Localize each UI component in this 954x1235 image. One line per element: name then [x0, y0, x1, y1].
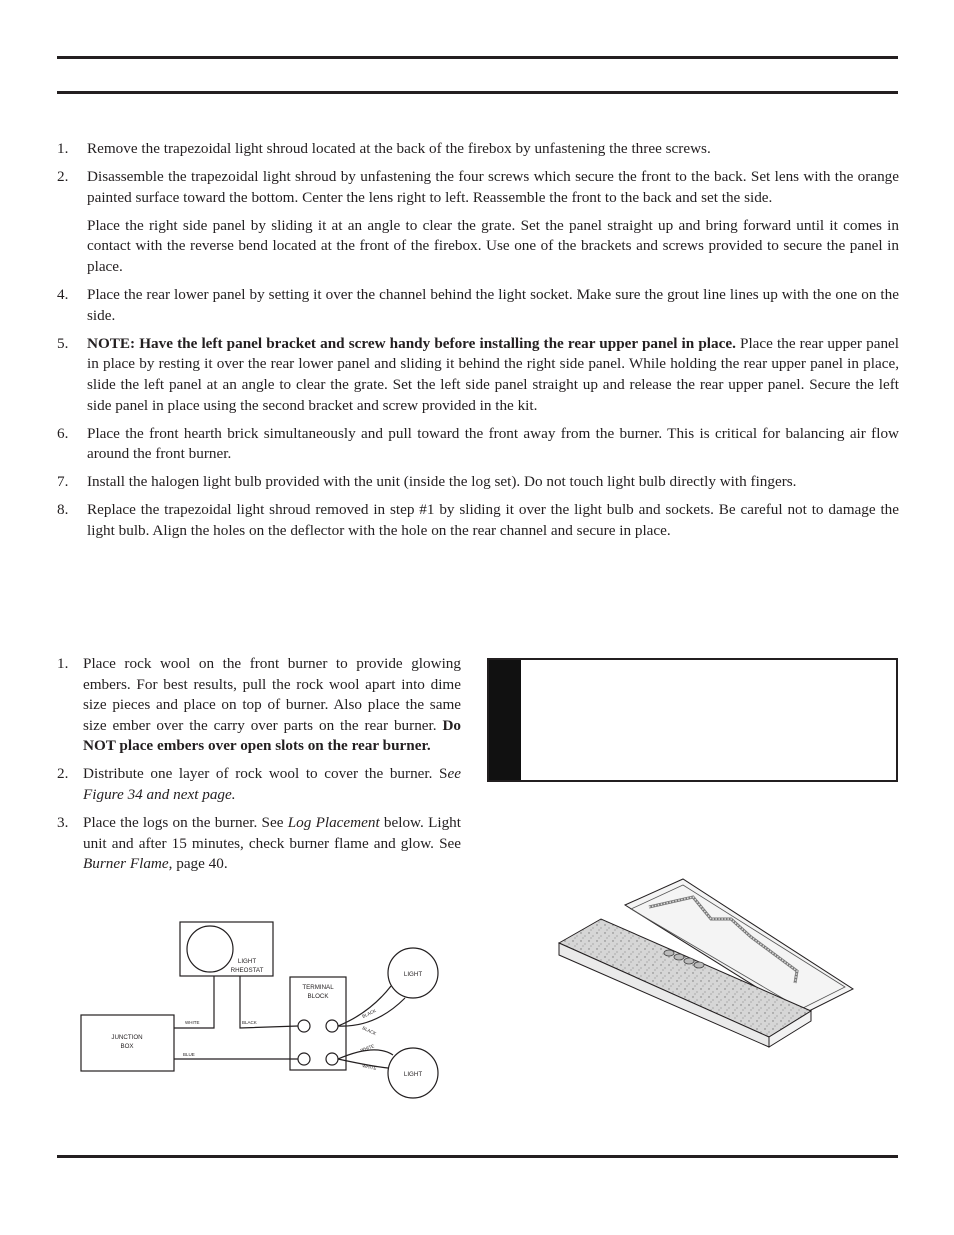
header-rule-top: [57, 56, 898, 59]
header-rule-bottom: [57, 91, 898, 94]
ember-step-1: 1. Place rock wool on the front burner to provide glowing embers. For best results, pull the rock wool apart into dime size pieces and place on top of burner. Also place the same size ember over the carry over parts on the rear burner. Do NOT place embers over open slots on the rear burner.: [57, 655, 461, 755]
rheostat-knob: [187, 926, 233, 972]
wiring-diagram: [75, 918, 445, 1103]
terminal-3: [298, 1053, 310, 1065]
warning-box-bar: [489, 660, 521, 780]
terminal-2: [326, 1020, 338, 1032]
install-step-8: 8. Replace the trapezoidal light shroud removed in step #1 by sliding it over the light bulb and sockets. Be careful not to damage the light bulb. Align the holes on the deflector with the hole on the rear channel and secure in place.: [57, 501, 899, 539]
warning-box: [487, 658, 898, 782]
wire-blue-label: BLUE: [183, 1052, 195, 1057]
burner-illustration: [555, 875, 860, 1090]
install-step-4: 4. Place the rear lower panel by setting it over the channel behind the light socket. Make sure the grout line lines up with the one on the side.: [57, 286, 899, 324]
wire-white-label: WHITE: [185, 1020, 200, 1025]
wire-black-b-label: BLACK: [361, 1025, 378, 1037]
terminal-1: [298, 1020, 310, 1032]
terminal-block-label-2: BLOCK: [307, 993, 329, 1000]
ember-step-2: 2. Distribute one layer of rock wool to cover the burner. See Figure 34 and next page.: [57, 765, 461, 804]
wire-black-label: BLACK: [242, 1020, 257, 1025]
install-step-5: 5. NOTE: Have the left panel bracket and screw handy before installing the rear upper panel in place. Place the rear upper panel in place by resting it over the rear lower panel and sliding it behind the right side panel. While holding the rear upper panel in place, slide the left panel at an angle to clear the grate. Set the left side panel straight up and release the rear upper panel. Secure the left side panel in place using the second bracket and screw provided in the kit.: [57, 334, 899, 414]
wire-black-a-label: BLACK: [361, 1008, 377, 1019]
install-step-3: Place the right side panel by sliding it at an angle to clear the grate. Set the panel straight up and bring forward until it comes in contact with the reverse bend located at the front of the firebox. Use one of the brackets and screws provided to secure the panel in place.: [87, 216, 899, 275]
terminal-block-label-1: TERMINAL: [302, 984, 334, 991]
install-step-7: 7. Install the halogen light bulb provided with the unit (inside the log set). Do not touch light bulb directly with fingers.: [57, 473, 797, 491]
light-rheostat-label-1: LIGHT: [237, 958, 257, 965]
install-steps-list: [57, 139, 899, 549]
light-rheostat-label-2: RHEOSTAT: [230, 967, 264, 974]
install-step-2: 2. Disassemble the trapezoidal light shroud by unfastening the four screws which secure the front to the back. Set lens with the orange painted surface toward the bottom. Center the lens right to left. Reassemble the front to the back and set the side.: [57, 168, 899, 206]
terminal-4: [326, 1053, 338, 1065]
junction-box-label-1: JUNCTION: [111, 1034, 143, 1041]
install-step-6: 6. Place the front hearth brick simultaneously and pull toward the front away from the burner. This is critical for balancing air flow around the front burner.: [57, 424, 899, 463]
ember-step-3: 3. Place the logs on the burner. See Log Placement below. Light unit and after 15 minutes, check burner flame and glow. See Burner Flame, page 40.: [57, 814, 461, 873]
light-bottom-label: LIGHT: [403, 1071, 423, 1078]
wire-white-b-label: WHITE: [361, 1063, 378, 1071]
footer-rule: [57, 1155, 898, 1158]
light-top-label: LIGHT: [403, 971, 423, 978]
wire-white-a-label: WHITE: [359, 1043, 375, 1053]
junction-box-label-2: BOX: [120, 1043, 134, 1050]
install-step-1: 1. Remove the trapezoidal light shroud located at the back of the firebox by unfastening the three screws.: [57, 140, 711, 157]
ember-steps-list: [57, 654, 461, 882]
